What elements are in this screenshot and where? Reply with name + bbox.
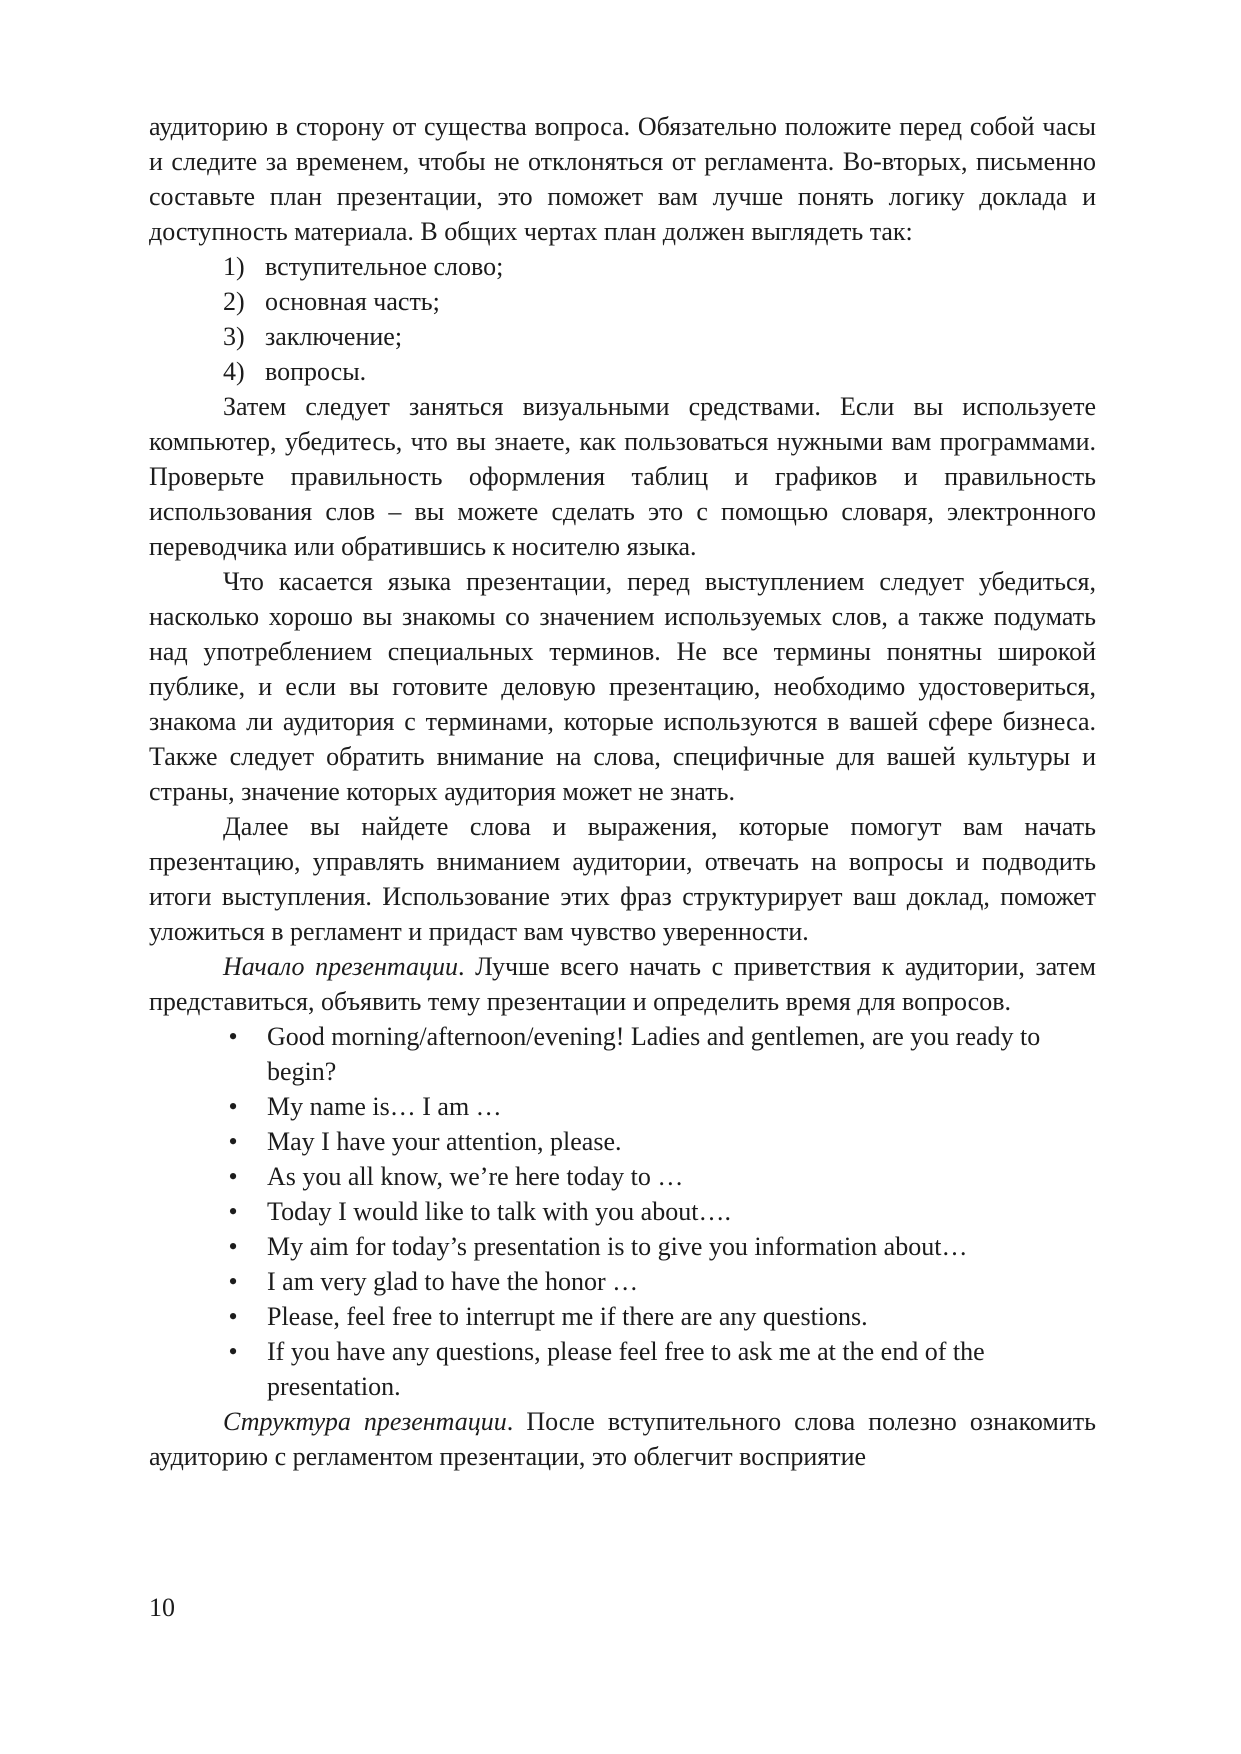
paragraph-language: Что касается языка презентации, перед выступлением следует убедиться, насколько хорошо вы знакомы со значением используемых слов, а также подумать над употреблением специальных терминов. Не все термины понятны широкой публике, и если вы готовите деловую презентацию, необходимо удостовериться, знакома ли аудитория с терминами, которые используются в вашей сфере бизнеса. Также следует обратить внимание на слова, специфичные для вашей культуры и страны, значение которых аудитория может не знать. <box>149 567 1096 806</box>
phrase-text: If you have any questions, please feel free to ask me at the end of the presentation. <box>267 1337 985 1401</box>
phrase-item <box>149 1019 1096 1089</box>
phrase-item <box>149 1159 1096 1194</box>
plan-item-text: основная часть; <box>265 287 440 316</box>
bullet-icon: • <box>228 1302 238 1331</box>
phrase-item <box>149 1334 1096 1404</box>
phrase-item <box>149 1124 1096 1159</box>
plan-item <box>223 249 1096 284</box>
paragraph-opening <box>149 949 1096 1019</box>
plan-item-number: 4) <box>223 357 245 386</box>
bullet-icon: • <box>228 1197 238 1226</box>
phrase-text: May I have your attention, please. <box>267 1127 622 1156</box>
paragraph-visual-aids: Затем следует заняться визуальными средствами. Если вы используете компьютер, убедитесь, что вы знаете, как пользоваться нужными вам программами. Проверьте правильность оформления таблиц и графиков и правильность использования слов – вы можете сделать это с помощью словаря, электронного переводчика или обратившись к носителю языка. <box>149 392 1096 561</box>
paragraph-structure-text: . После вступительного слова полезно ознакомить аудиторию с регламентом презентации, это облегчит восприятие <box>149 1407 1097 1471</box>
phrase-item <box>149 1264 1096 1299</box>
phrase-item <box>149 1229 1096 1264</box>
bullet-icon: • <box>228 1162 238 1191</box>
section-heading-opening: Начало презентации <box>223 952 458 981</box>
phrase-text: My aim for today’s presentation is to give you information about… <box>267 1232 968 1261</box>
bullet-icon: • <box>228 1232 238 1261</box>
presentation-plan-list <box>149 249 1096 389</box>
bullet-icon: • <box>228 1337 238 1366</box>
bullet-icon: • <box>228 1127 238 1156</box>
phrase-text: As you all know, we’re here today to … <box>267 1162 684 1191</box>
bullet-icon: • <box>228 1092 238 1121</box>
phrase-text: My name is… I am … <box>267 1092 502 1121</box>
phrase-text: Good morning/afternoon/evening! Ladies and gentlemen, are you ready to begin? <box>267 1022 1041 1086</box>
paragraph-opening-text: . Лучше всего начать с приветствия к аудитории, затем представиться, объявить тему презентации и определить время для вопросов. <box>149 952 1096 1016</box>
plan-item <box>223 319 1096 354</box>
paragraph-structure <box>149 1404 1096 1474</box>
plan-item-number: 3) <box>223 322 245 351</box>
plan-item-number: 2) <box>223 287 245 316</box>
plan-item <box>223 354 1096 389</box>
phrase-text: Please, feel free to interrupt me if there are any questions. <box>267 1302 868 1331</box>
page-number: 10 <box>149 1593 175 1622</box>
plan-item-text: вступительное слово; <box>265 252 504 281</box>
bullet-icon: • <box>228 1267 238 1296</box>
plan-item-number: 1) <box>223 252 245 281</box>
paragraph-phrases-intro: Далее вы найдете слова и выражения, которые помогут вам начать презентацию, управлять вниманием аудитории, отвечать на вопросы и подводить итоги выступления. Использование этих фраз структурирует ваш доклад, поможет уложиться в регламент и придаст вам чувство уверенности. <box>149 812 1096 946</box>
phrase-item <box>149 1194 1096 1229</box>
phrase-text: Today I would like to talk with you about…. <box>267 1197 731 1226</box>
page-body <box>149 109 1096 1474</box>
opening-phrases-list <box>149 1019 1096 1404</box>
plan-item-text: заключение; <box>265 322 403 351</box>
section-heading-structure: Структура презентации <box>223 1407 507 1436</box>
phrase-item <box>149 1089 1096 1124</box>
phrase-text: I am very glad to have the honor … <box>267 1267 639 1296</box>
paragraph-intro: аудиторию в сторону от существа вопроса. Обязательно положите перед собой часы и следите за временем, чтобы не отклоняться от регламента. Во-вторых, письменно составьте план презентации, это поможет вам лучше понять логику доклада и доступность материала. В общих чертах план должен выглядеть так: <box>149 112 1096 246</box>
phrase-item <box>149 1299 1096 1334</box>
bullet-icon: • <box>228 1022 238 1051</box>
plan-item-text: вопросы. <box>265 357 367 386</box>
plan-item <box>223 284 1096 319</box>
